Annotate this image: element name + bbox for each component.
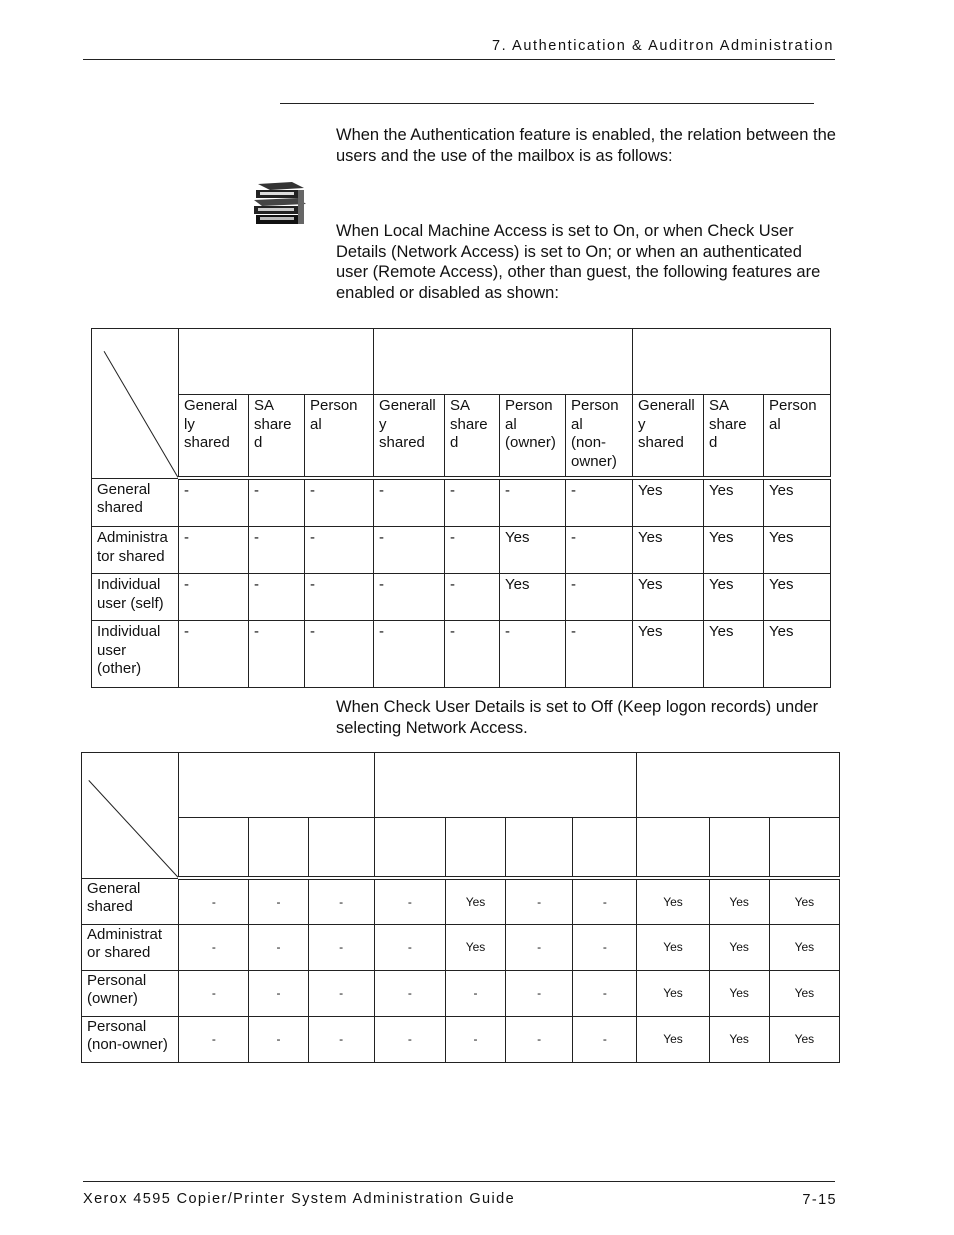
- value-cell: Yes: [709, 878, 769, 924]
- value-cell: -: [308, 1016, 374, 1062]
- subheader-cell: SA share d: [249, 395, 305, 479]
- value-cell: -: [374, 527, 445, 574]
- row-label: General shared: [92, 478, 179, 527]
- subheader-cell: [374, 818, 445, 879]
- value-cell: Yes: [637, 924, 709, 970]
- value-cell: Yes: [764, 574, 831, 621]
- value-cell: -: [305, 527, 374, 574]
- value-cell: -: [566, 478, 633, 527]
- page-number: 7-15: [802, 1192, 837, 1208]
- value-cell: -: [566, 527, 633, 574]
- value-cell: -: [179, 1016, 249, 1062]
- group-header-cell: [633, 329, 831, 395]
- value-cell: -: [374, 621, 445, 688]
- value-cell: Yes: [500, 527, 566, 574]
- group-header-cell: [374, 329, 633, 395]
- subheader-cell: Generall y shared: [374, 395, 445, 479]
- value-cell: -: [374, 924, 445, 970]
- value-cell: -: [179, 621, 249, 688]
- mailbox-table-on: [91, 328, 831, 688]
- value-cell: -: [445, 574, 500, 621]
- value-cell: -: [566, 621, 633, 688]
- value-cell: -: [506, 878, 573, 924]
- value-cell: Yes: [633, 527, 704, 574]
- value-cell: Yes: [704, 621, 764, 688]
- subheader-cell: [249, 818, 308, 879]
- group-header-cell: [637, 753, 840, 818]
- value-cell: -: [179, 574, 249, 621]
- value-cell: -: [249, 1016, 308, 1062]
- subheader-cell: SA share d: [704, 395, 764, 479]
- value-cell: -: [308, 878, 374, 924]
- value-cell: -: [249, 574, 305, 621]
- subheader-cell: Person al: [764, 395, 831, 479]
- value-cell: -: [305, 621, 374, 688]
- value-cell: -: [374, 478, 445, 527]
- book-stack-icon: [252, 180, 308, 226]
- value-cell: -: [305, 478, 374, 527]
- table-row: [82, 878, 840, 924]
- value-cell: Yes: [637, 878, 709, 924]
- value-cell: Yes: [709, 924, 769, 970]
- value-cell: Yes: [709, 1016, 769, 1062]
- group-header-cell: [179, 753, 375, 818]
- value-cell: Yes: [769, 1016, 839, 1062]
- value-cell: Yes: [709, 970, 769, 1016]
- row-label: Administra tor shared: [92, 527, 179, 574]
- value-cell: Yes: [633, 574, 704, 621]
- table-row: [82, 970, 840, 1016]
- value-cell: -: [249, 621, 305, 688]
- subheader-cell: [445, 818, 505, 879]
- row-label: Personal (non-owner): [82, 1016, 179, 1062]
- footer-rule: [83, 1181, 835, 1182]
- subheader-cell: [573, 818, 637, 879]
- value-cell: -: [374, 970, 445, 1016]
- row-label: Personal (owner): [82, 970, 179, 1016]
- subheader-cell: SA share d: [445, 395, 500, 479]
- subheader-row: [92, 395, 831, 479]
- value-cell: Yes: [704, 574, 764, 621]
- value-cell: Yes: [445, 924, 505, 970]
- value-cell: -: [249, 478, 305, 527]
- subheader-cell: [179, 818, 249, 879]
- diagonal-line: [82, 753, 178, 878]
- value-cell: -: [308, 924, 374, 970]
- value-cell: -: [506, 970, 573, 1016]
- value-cell: Yes: [704, 478, 764, 527]
- value-cell: -: [179, 924, 249, 970]
- row-label: Individual user (other): [92, 621, 179, 688]
- value-cell: -: [566, 574, 633, 621]
- value-cell: Yes: [769, 970, 839, 1016]
- value-cell: -: [305, 574, 374, 621]
- section-rule: [280, 103, 814, 104]
- value-cell: -: [179, 970, 249, 1016]
- value-cell: -: [249, 924, 308, 970]
- intro-paragraph: When the Authentication feature is enabled, the relation between the users and the use of the mailbox is as follows:: [336, 126, 836, 165]
- table-row: [92, 527, 831, 574]
- value-cell: -: [445, 478, 500, 527]
- value-cell: -: [374, 878, 445, 924]
- table-row: [82, 1016, 840, 1062]
- row-label: General shared: [82, 878, 179, 924]
- diagonal-line: [92, 329, 178, 478]
- value-cell: -: [506, 924, 573, 970]
- value-cell: -: [308, 970, 374, 1016]
- value-cell: Yes: [637, 970, 709, 1016]
- value-cell: Yes: [769, 878, 839, 924]
- header-rule: [83, 59, 835, 60]
- subheader-cell: [308, 818, 374, 879]
- subheader-row: [82, 818, 840, 879]
- value-cell: -: [445, 527, 500, 574]
- value-cell: Yes: [764, 478, 831, 527]
- corner-cell: [82, 753, 179, 879]
- chapter-header: 7. Authentication & Auditron Administration: [491, 38, 834, 54]
- value-cell: Yes: [637, 1016, 709, 1062]
- value-cell: -: [573, 970, 637, 1016]
- subheader-cell: General ly shared: [179, 395, 249, 479]
- value-cell: -: [445, 621, 500, 688]
- subheader-cell: Person al: [305, 395, 374, 479]
- subheader-cell: [769, 818, 839, 879]
- value-cell: -: [573, 1016, 637, 1062]
- value-cell: -: [179, 878, 249, 924]
- value-cell: -: [179, 527, 249, 574]
- subheader-cell: Person al (non- owner): [566, 395, 633, 479]
- value-cell: -: [445, 970, 505, 1016]
- group-header-cell: [374, 753, 637, 818]
- value-cell: Yes: [764, 527, 831, 574]
- value-cell: Yes: [769, 924, 839, 970]
- value-cell: -: [573, 878, 637, 924]
- table-row: [92, 478, 831, 527]
- check-off-paragraph: When Check User Details is set to Off (Keep logon records) under selecting Network Access.: [336, 698, 819, 737]
- value-cell: -: [500, 621, 566, 688]
- value-cell: Yes: [500, 574, 566, 621]
- value-cell: Yes: [445, 878, 505, 924]
- subheader-cell: [637, 818, 709, 879]
- value-cell: Yes: [704, 527, 764, 574]
- table-row: [92, 621, 831, 688]
- value-cell: -: [573, 924, 637, 970]
- value-cell: -: [249, 878, 308, 924]
- table-row: [82, 924, 840, 970]
- value-cell: -: [249, 970, 308, 1016]
- footer-title: Xerox 4595 Copier/Printer System Administration Guide: [83, 1191, 516, 1207]
- row-label: Administrat or shared: [82, 924, 179, 970]
- table-row: [92, 574, 831, 621]
- value-cell: -: [179, 478, 249, 527]
- value-cell: Yes: [764, 621, 831, 688]
- local-access-paragraph: When Local Machine Access is set to On, or when Check User Details (Network Access) is set to On; or when an authenticated user (Remote Access), other than guest, the following features are enabled or disabled as shown:: [336, 222, 821, 302]
- corner-cell: [92, 329, 179, 479]
- subheader-cell: [506, 818, 573, 879]
- subheader-cell: [709, 818, 769, 879]
- value-cell: Yes: [633, 478, 704, 527]
- mailbox-table-off: [81, 752, 840, 1063]
- row-label: Individual user (self): [92, 574, 179, 621]
- value-cell: -: [249, 527, 305, 574]
- value-cell: -: [500, 478, 566, 527]
- value-cell: -: [374, 1016, 445, 1062]
- value-cell: -: [374, 574, 445, 621]
- value-cell: Yes: [633, 621, 704, 688]
- subheader-cell: Person al (owner): [500, 395, 566, 479]
- value-cell: -: [506, 1016, 573, 1062]
- subheader-cell: Generall y shared: [633, 395, 704, 479]
- value-cell: -: [445, 1016, 505, 1062]
- group-header-cell: [179, 329, 374, 395]
